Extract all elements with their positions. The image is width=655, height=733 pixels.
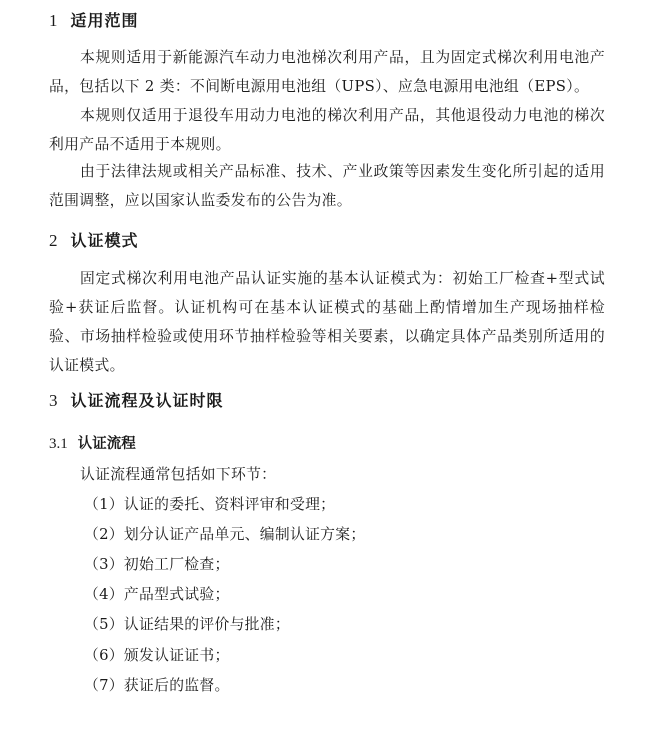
section-number: 2 — [49, 231, 59, 250]
process-step: （1）认证的委托、资料评审和受理； — [84, 496, 336, 513]
section-3-heading — [49, 391, 224, 411]
section-title: 认证模式 — [70, 231, 139, 250]
section-title: 认证流程及认证时限 — [70, 391, 224, 410]
subsection-number: 3.1 — [49, 436, 68, 452]
process-step: （2）划分认证产品单元、编制认证方案； — [84, 526, 366, 543]
section-number: 3 — [49, 391, 59, 410]
process-step: （3）初始工厂检查； — [84, 556, 230, 573]
process-step: （6）颁发认证证书； — [84, 647, 230, 664]
process-step: （4）产品型式试验； — [84, 586, 230, 603]
subsection-title: 认证流程 — [77, 436, 136, 452]
section-title: 适用范围 — [70, 11, 139, 30]
process-step: （5）认证结果的评价与批准； — [84, 616, 290, 633]
section-2-paragraph: 固定式梯次利用电池产品认证实施的基本认证模式为：初始工厂检查+型式试验+获证后监督。认证机构可在基本认证模式的基础上酌情增加生产现场抽样检验、市场抽样检验或使用环节抽样检验等相关要素，以确定具体产品类别所适用的认证模式。 — [49, 270, 605, 374]
section-1-paragraph: 由于法律法规或相关产品标准、技术、产业政策等因素发生变化所引起的适用范围调整，应以国家认监委发布的公告为准。 — [49, 163, 605, 209]
section-number: 1 — [49, 11, 59, 30]
section-1-paragraph: 本规则仅适用于退役车用动力电池的梯次利用产品，其他退役动力电池的梯次利用产品不适用于本规则。 — [49, 107, 605, 153]
section-1-heading — [49, 11, 139, 31]
section-2-heading — [49, 231, 139, 251]
process-intro: 认证流程通常包括如下环节： — [80, 466, 277, 483]
process-step: （7）获证后的监督。 — [84, 677, 230, 694]
section-1-paragraph: 本规则适用于新能源汽车动力电池梯次利用产品，且为固定式梯次利用电池产品，包括以下 2 类：不间断电源用电池组（UPS）、应急电源用电池组（EPS）。 — [49, 49, 605, 95]
subsection-3-1-heading — [49, 434, 136, 454]
